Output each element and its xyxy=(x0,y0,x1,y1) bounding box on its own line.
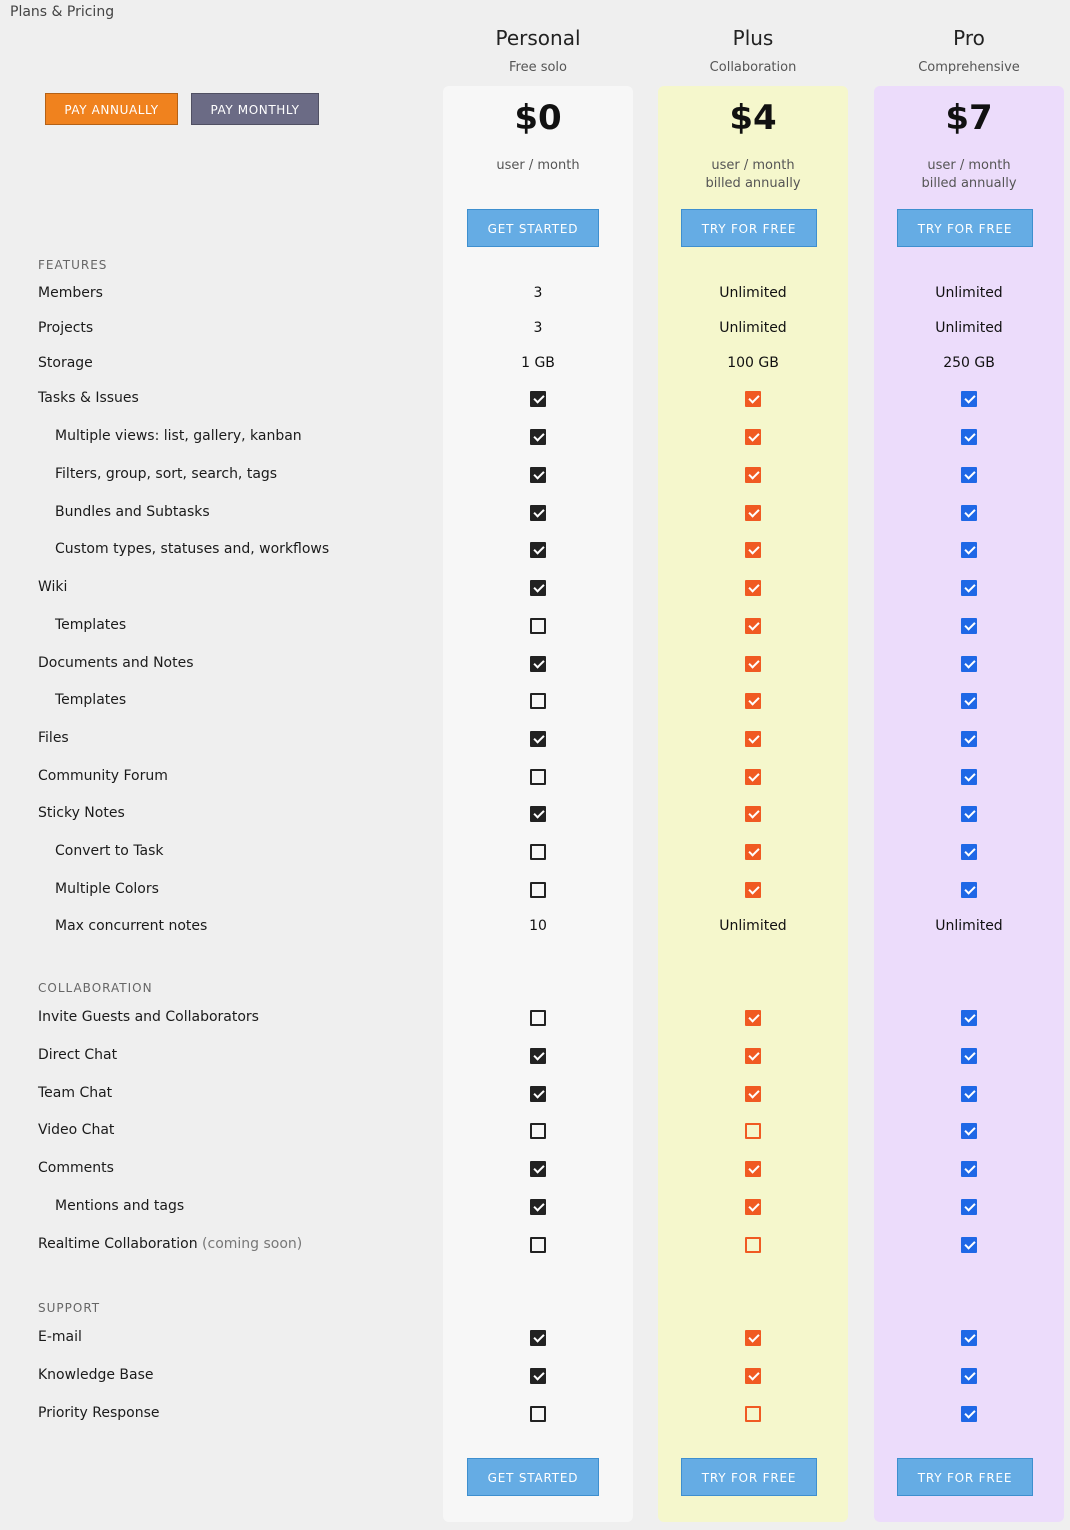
try-for-free-button-plus-bottom[interactable]: TRY FOR FREE xyxy=(681,1458,817,1496)
checkbox-checked-icon xyxy=(745,618,761,634)
feature-cell-plus xyxy=(658,1199,848,1215)
checkbox-checked-icon xyxy=(961,1406,977,1422)
feature-cell-plus xyxy=(658,1330,848,1346)
feature-cell-personal xyxy=(443,769,633,785)
feature-label xyxy=(55,881,159,897)
feature-label xyxy=(38,768,168,784)
feature-cell-pro xyxy=(874,391,1064,407)
checkbox-checked-icon xyxy=(745,580,761,596)
pay-monthly-button[interactable]: PAY MONTHLY xyxy=(191,93,319,125)
feature-label xyxy=(55,617,126,633)
feature-label xyxy=(38,730,69,746)
feature-cell-plus xyxy=(658,467,848,483)
feature-cell-personal xyxy=(443,844,633,860)
plan-subtitle-personal: Free solo xyxy=(508,60,567,75)
checkbox-checked-icon xyxy=(530,429,546,445)
feature-name: Team Chat xyxy=(38,1085,113,1101)
feature-cell-plus xyxy=(658,693,848,709)
feature-value-pro: Unlimited xyxy=(935,320,1003,336)
checkbox-checked-icon xyxy=(745,467,761,483)
checkbox-checked-icon xyxy=(745,769,761,785)
plan-period-personal xyxy=(443,157,633,175)
feature-label xyxy=(38,355,93,371)
billing-note: billed annually xyxy=(921,176,1017,191)
checkbox-checked-icon xyxy=(530,542,546,558)
feature-cell-personal xyxy=(443,618,633,634)
checkbox-checked-icon xyxy=(961,1123,977,1139)
feature-cell-personal xyxy=(443,806,633,822)
feature-cell-pro xyxy=(874,429,1064,445)
feature-name: Files xyxy=(38,730,69,746)
feature-name: Multiple Colors xyxy=(55,881,159,897)
checkbox-unchecked-icon xyxy=(745,1237,761,1253)
feature-label xyxy=(55,843,164,859)
feature-cell-plus xyxy=(658,1161,848,1177)
checkbox-checked-icon xyxy=(530,1199,546,1215)
feature-value-pro: Unlimited xyxy=(935,918,1003,934)
checkbox-checked-icon xyxy=(530,391,546,407)
billing-note: billed annually xyxy=(705,176,801,191)
feature-value-personal: 3 xyxy=(533,320,543,336)
feature-cell-plus xyxy=(658,1237,848,1253)
feature-value-personal: 3 xyxy=(533,285,543,301)
feature-cell-plus xyxy=(658,429,848,445)
feature-name: Realtime Collaboration xyxy=(38,1236,198,1252)
feature-cell-plus xyxy=(658,580,848,596)
feature-cell-personal xyxy=(443,429,633,445)
feature-cell-personal xyxy=(443,882,633,898)
checkbox-checked-icon xyxy=(961,806,977,822)
feature-label xyxy=(55,918,207,934)
checkbox-unchecked-icon xyxy=(530,882,546,898)
feature-value-plus: Unlimited xyxy=(719,285,787,301)
checkbox-checked-icon xyxy=(961,467,977,483)
feature-cell-pro xyxy=(874,580,1064,596)
checkbox-checked-icon xyxy=(745,882,761,898)
feature-name: Comments xyxy=(38,1160,114,1176)
feature-cell-pro xyxy=(874,656,1064,672)
feature-cell-plus xyxy=(658,656,848,672)
checkbox-checked-icon xyxy=(530,656,546,672)
feature-cell-pro xyxy=(874,1161,1064,1177)
feature-cell-personal xyxy=(443,1010,633,1026)
feature-cell-plus xyxy=(658,1010,848,1026)
feature-cell-pro xyxy=(874,1123,1064,1139)
feature-cell-personal xyxy=(443,580,633,596)
feature-cell-plus xyxy=(658,542,848,558)
price-period: user / month xyxy=(927,158,1011,173)
checkbox-checked-icon xyxy=(961,1237,977,1253)
checkbox-checked-icon xyxy=(745,1048,761,1064)
feature-name: Community Forum xyxy=(38,768,168,784)
feature-cell-personal xyxy=(443,1406,633,1422)
feature-cell-personal xyxy=(443,1161,633,1177)
checkbox-checked-icon xyxy=(530,1368,546,1384)
plan-period-plus xyxy=(658,157,848,193)
checkbox-unchecked-icon xyxy=(530,1123,546,1139)
feature-cell-pro xyxy=(874,505,1064,521)
feature-name: Members xyxy=(38,285,103,301)
feature-name: Sticky Notes xyxy=(38,805,125,821)
feature-label xyxy=(38,1009,259,1025)
checkbox-checked-icon xyxy=(530,1048,546,1064)
feature-value-plus: Unlimited xyxy=(719,918,787,934)
feature-label xyxy=(38,1367,154,1383)
checkbox-checked-icon xyxy=(745,1086,761,1102)
plan-subtitle-pro: Comprehensive xyxy=(918,60,1020,75)
feature-cell-personal xyxy=(443,467,633,483)
feature-cell-pro xyxy=(874,844,1064,860)
feature-cell-pro xyxy=(874,806,1064,822)
feature-cell-pro xyxy=(874,693,1064,709)
checkbox-checked-icon xyxy=(530,1086,546,1102)
feature-cell-pro xyxy=(874,1048,1064,1064)
feature-value-pro: Unlimited xyxy=(935,285,1003,301)
feature-cell-plus xyxy=(658,391,848,407)
feature-value-personal: 10 xyxy=(529,918,547,934)
checkbox-checked-icon xyxy=(961,580,977,596)
checkbox-unchecked-icon xyxy=(530,1406,546,1422)
checkbox-checked-icon xyxy=(530,731,546,747)
feature-label xyxy=(55,428,302,444)
feature-cell-pro xyxy=(874,1368,1064,1384)
feature-name: Knowledge Base xyxy=(38,1367,154,1383)
feature-label xyxy=(38,805,125,821)
plan-price-pro: $7 xyxy=(945,98,993,138)
feature-cell-pro xyxy=(874,1086,1064,1102)
pay-annually-button[interactable]: PAY ANNUALLY xyxy=(45,93,178,125)
feature-cell-personal xyxy=(443,1086,633,1102)
checkbox-checked-icon xyxy=(961,391,977,407)
feature-label xyxy=(38,1122,114,1138)
feature-cell-personal xyxy=(443,391,633,407)
feature-value-plus: 100 GB xyxy=(727,355,779,371)
feature-cell-plus xyxy=(658,882,848,898)
feature-cell-plus xyxy=(658,731,848,747)
checkbox-checked-icon xyxy=(530,1161,546,1177)
feature-name: Mentions and tags xyxy=(55,1198,185,1214)
feature-value-plus: Unlimited xyxy=(719,320,787,336)
feature-cell-plus xyxy=(658,1086,848,1102)
feature-cell-personal xyxy=(443,1048,633,1064)
feature-cell-pro xyxy=(874,542,1064,558)
feature-name: Templates xyxy=(55,692,127,708)
checkbox-unchecked-icon xyxy=(530,769,546,785)
checkbox-checked-icon xyxy=(530,806,546,822)
feature-cell-personal xyxy=(443,693,633,709)
plan-price-plus: $4 xyxy=(729,98,777,138)
checkbox-checked-icon xyxy=(530,1330,546,1346)
feature-cell-personal xyxy=(443,1237,633,1253)
feature-label xyxy=(38,655,194,671)
feature-cell-personal xyxy=(443,1330,633,1346)
checkbox-checked-icon xyxy=(745,1161,761,1177)
feature-label xyxy=(55,692,126,708)
price-period: user / month xyxy=(711,158,795,173)
feature-cell-plus xyxy=(658,1406,848,1422)
feature-name: Convert to Task xyxy=(55,843,164,859)
try-for-free-button-plus[interactable]: TRY FOR FREE xyxy=(681,209,817,247)
feature-label xyxy=(38,1085,112,1101)
feature-label xyxy=(55,541,329,557)
feature-label xyxy=(38,1160,114,1176)
section-label: FEATURES xyxy=(38,258,108,272)
plan-name-personal: Personal xyxy=(495,26,581,50)
feature-cell-pro xyxy=(874,882,1064,898)
feature-label xyxy=(55,504,210,520)
checkbox-checked-icon xyxy=(961,1368,977,1384)
feature-cell-pro xyxy=(874,1406,1064,1422)
checkbox-checked-icon xyxy=(961,656,977,672)
feature-name: Multiple views: list, gallery, kanban xyxy=(55,428,302,444)
checkbox-checked-icon xyxy=(961,731,977,747)
checkbox-checked-icon xyxy=(530,505,546,521)
get-started-button-personal-bottom[interactable]: GET STARTED xyxy=(467,1458,599,1496)
feature-name: Wiki xyxy=(38,579,68,595)
feature-value-pro: 250 GB xyxy=(943,355,995,371)
feature-label xyxy=(38,1047,117,1063)
feature-name: Direct Chat xyxy=(38,1047,118,1063)
price-period: user / month xyxy=(496,158,580,173)
plan-period-pro xyxy=(874,157,1064,193)
checkbox-checked-icon xyxy=(745,391,761,407)
pro-column xyxy=(874,86,1064,1522)
feature-label xyxy=(38,579,67,595)
try-for-free-button-pro-bottom[interactable]: TRY FOR FREE xyxy=(897,1458,1033,1496)
feature-name: Invite Guests and Collaborators xyxy=(38,1009,259,1025)
checkbox-unchecked-icon xyxy=(530,1237,546,1253)
feature-name: Max concurrent notes xyxy=(55,918,208,934)
feature-name: Filters, group, sort, search, tags xyxy=(55,466,278,482)
feature-cell-pro xyxy=(874,1199,1064,1215)
feature-name: Priority Response xyxy=(38,1405,160,1421)
feature-cell-pro xyxy=(874,731,1064,747)
feature-cell-plus xyxy=(658,618,848,634)
feature-name: Tasks & Issues xyxy=(38,390,139,406)
feature-cell-personal xyxy=(443,1123,633,1139)
checkbox-checked-icon xyxy=(745,731,761,747)
feature-value-personal: 1 GB xyxy=(521,355,555,371)
checkbox-checked-icon xyxy=(961,1330,977,1346)
try-for-free-button-pro[interactable]: TRY FOR FREE xyxy=(897,209,1033,247)
checkbox-checked-icon xyxy=(745,1010,761,1026)
feature-name: Custom types, statuses and, workflows xyxy=(55,541,330,557)
feature-name: Storage xyxy=(38,355,93,371)
checkbox-checked-icon xyxy=(745,505,761,521)
feature-label xyxy=(38,1405,160,1421)
feature-label xyxy=(38,1236,302,1252)
feature-cell-plus xyxy=(658,1048,848,1064)
checkbox-checked-icon xyxy=(961,505,977,521)
feature-cell-pro xyxy=(874,618,1064,634)
plan-name-pro: Pro xyxy=(953,26,985,50)
feature-label xyxy=(55,1198,184,1214)
feature-cell-plus xyxy=(658,505,848,521)
checkbox-checked-icon xyxy=(961,429,977,445)
feature-cell-pro xyxy=(874,1330,1064,1346)
checkbox-checked-icon xyxy=(745,1368,761,1384)
feature-cell-personal xyxy=(443,505,633,521)
checkbox-unchecked-icon xyxy=(530,693,546,709)
feature-cell-personal xyxy=(443,731,633,747)
feature-cell-personal xyxy=(443,542,633,558)
feature-cell-plus xyxy=(658,844,848,860)
checkbox-checked-icon xyxy=(745,693,761,709)
checkbox-checked-icon xyxy=(961,1161,977,1177)
checkbox-checked-icon xyxy=(961,769,977,785)
feature-cell-personal xyxy=(443,1368,633,1384)
feature-label xyxy=(38,320,93,336)
section-label: SUPPORT xyxy=(38,1301,101,1315)
feature-label xyxy=(55,466,277,482)
checkbox-checked-icon xyxy=(745,542,761,558)
checkbox-unchecked-icon xyxy=(530,1010,546,1026)
checkbox-checked-icon xyxy=(745,656,761,672)
checkbox-checked-icon xyxy=(961,882,977,898)
feature-cell-pro xyxy=(874,1010,1064,1026)
feature-note: (coming soon) xyxy=(197,1236,303,1252)
plus-column xyxy=(658,86,848,1522)
checkbox-checked-icon xyxy=(745,806,761,822)
checkbox-checked-icon xyxy=(530,467,546,483)
feature-name: Video Chat xyxy=(38,1122,115,1138)
checkbox-checked-icon xyxy=(961,693,977,709)
feature-name: E-mail xyxy=(38,1329,82,1345)
checkbox-checked-icon xyxy=(961,1010,977,1026)
page-title: Plans & Pricing xyxy=(10,4,115,20)
checkbox-checked-icon xyxy=(745,844,761,860)
section-label: COLLABORATION xyxy=(38,981,153,995)
feature-label xyxy=(38,1329,82,1345)
feature-cell-plus xyxy=(658,1368,848,1384)
feature-cell-pro xyxy=(874,1237,1064,1253)
personal-column xyxy=(443,86,633,1522)
feature-name: Templates xyxy=(55,617,127,633)
feature-name: Bundles and Subtasks xyxy=(55,504,210,520)
feature-label xyxy=(38,285,103,301)
plan-price-personal: $0 xyxy=(514,98,562,138)
feature-cell-personal xyxy=(443,1199,633,1215)
feature-cell-plus xyxy=(658,769,848,785)
checkbox-checked-icon xyxy=(961,542,977,558)
checkbox-checked-icon xyxy=(745,1330,761,1346)
checkbox-checked-icon xyxy=(745,1199,761,1215)
checkbox-checked-icon xyxy=(745,429,761,445)
feature-cell-plus xyxy=(658,806,848,822)
checkbox-checked-icon xyxy=(961,844,977,860)
feature-name: Projects xyxy=(38,320,94,336)
checkbox-unchecked-icon xyxy=(745,1123,761,1139)
feature-cell-personal xyxy=(443,656,633,672)
checkbox-unchecked-icon xyxy=(745,1406,761,1422)
checkbox-checked-icon xyxy=(961,1086,977,1102)
checkbox-checked-icon xyxy=(961,618,977,634)
feature-name: Documents and Notes xyxy=(38,655,194,671)
checkbox-checked-icon xyxy=(961,1048,977,1064)
feature-cell-plus xyxy=(658,1123,848,1139)
plan-name-plus: Plus xyxy=(732,26,774,50)
checkbox-unchecked-icon xyxy=(530,618,546,634)
feature-cell-pro xyxy=(874,769,1064,785)
checkbox-checked-icon xyxy=(530,580,546,596)
plan-subtitle-plus: Collaboration xyxy=(709,60,797,75)
checkbox-unchecked-icon xyxy=(530,844,546,860)
get-started-button-personal[interactable]: GET STARTED xyxy=(467,209,599,247)
checkbox-checked-icon xyxy=(961,1199,977,1215)
feature-cell-pro xyxy=(874,467,1064,483)
feature-label xyxy=(38,390,139,406)
